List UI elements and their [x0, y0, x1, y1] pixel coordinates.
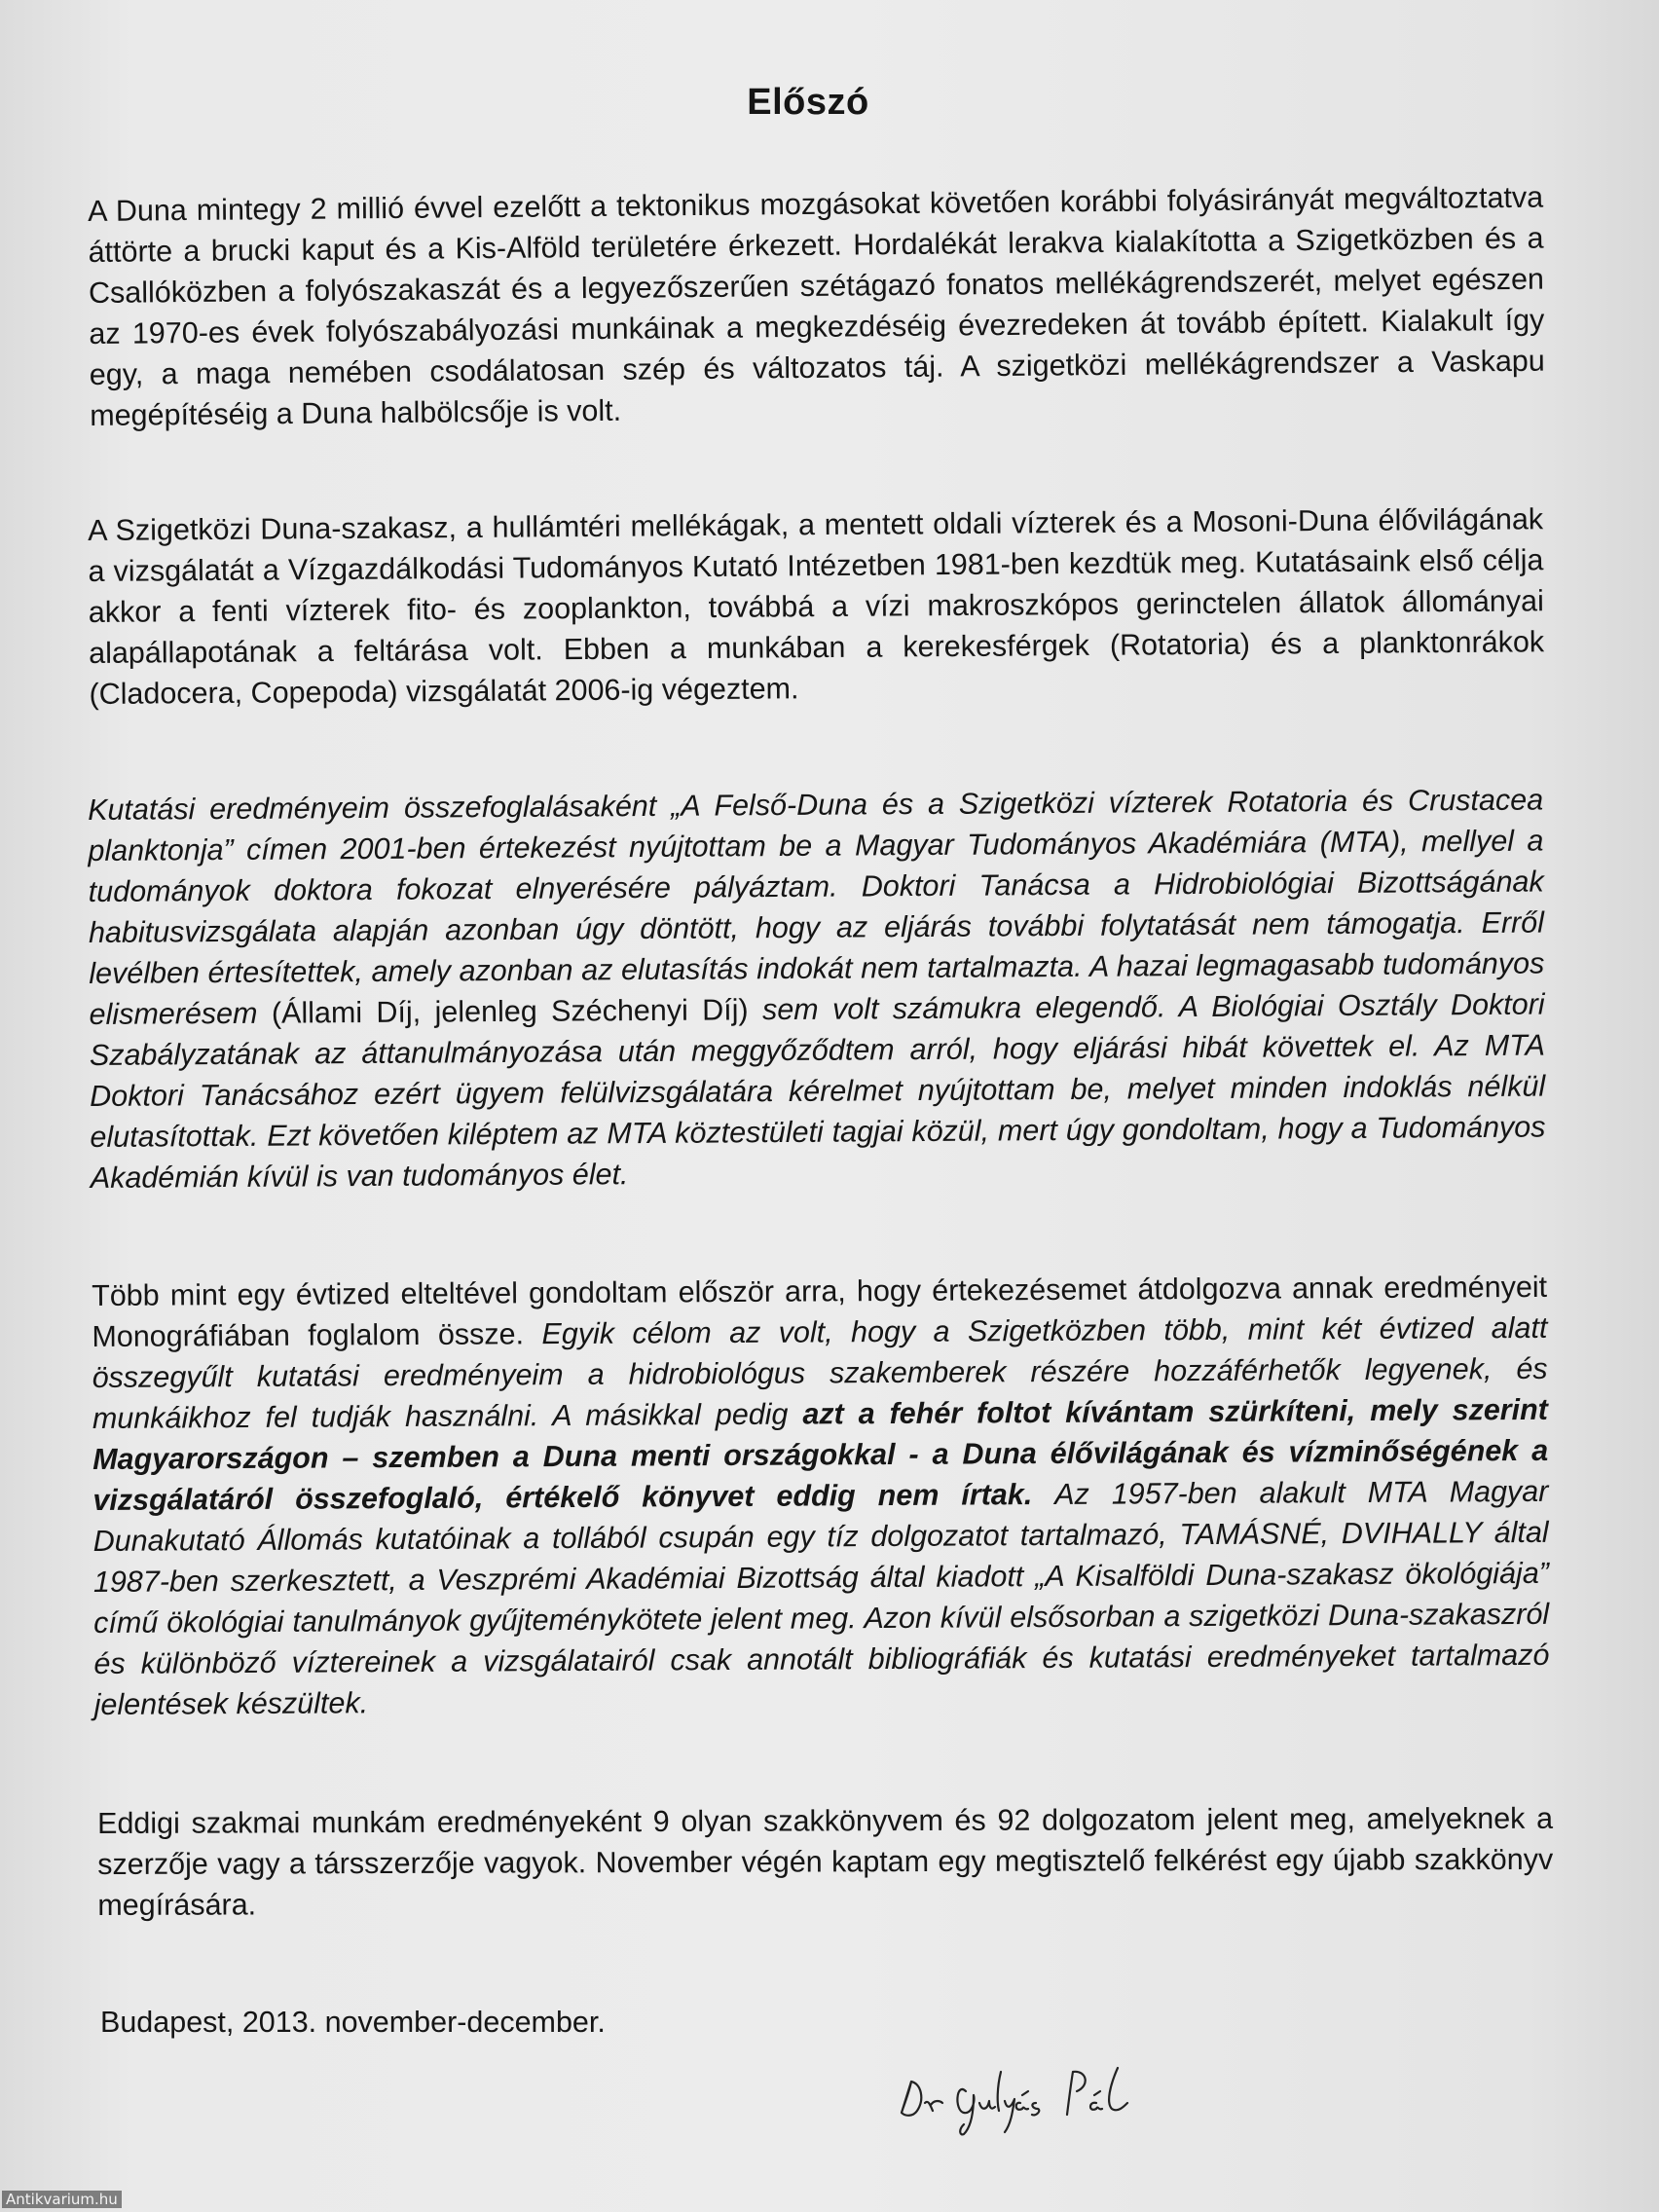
paragraph-5: Eddigi szakmai munkám eredményeként 9 olyan szakkönyvem és 92 dolgozatom jelent meg, amelyeknek a szerzője vagy a társszerzője vagyok. November végén kaptam egy megtisztelő felkérést egy újabb szakkönyv megírására. [97, 1801, 1554, 1922]
paragraph-4 [92, 1267, 1550, 1725]
page-title: Előszó [747, 82, 869, 123]
watermark: Antikvarium.hu [2, 2191, 122, 2208]
paragraph-4-emphasis: azt a fehér foltot kívántam szürkíteni, mely szerint Magyarországon – szemben a Duna menti országokkal - a Duna élővilágának és vízminőségének a vizsgálatáról összefoglaló, értékelő könyvet eddig nem írtak. [92, 1392, 1549, 1517]
paragraph-3-award: (Állami Díj, jelenleg Széchenyi Díj) [271, 993, 749, 1030]
handwritten-signature [896, 2052, 1149, 2140]
paragraph-3-part-a: Kutatási eredményeim összefoglalásaként „A Felső-Duna és a Szigetközi vízterek Rotatoria és Crustacea planktonja” címen 2001-ben értekezést nyújtottam be a Magyar Tudományos Akadémiára (MTA), mellyel a tudományok doktora fokozat elnyerésére pályáztam. Doktori Tanácsa a Hidrobiológiai Bizottságának habitusvizsgálata alapján azonban úgy döntött, hogy az eljárás további folytatását nem támogatja. Erről levélben értesítettek, amely azonban az elutasítás indokát nem tartalmazta. A hazai legmagasabb tudományos elismerésem [88, 783, 1545, 1031]
paragraph-3 [88, 780, 1546, 1198]
paragraph-4-part-d: Az 1957-ben alakult MTA Magyar Dunakutató Állomás kutatóinak a tollából csupán egy tíz dolgozatot tartalmazó, TAMÁSNÉ, DVIHALLY által 1987-ben szerkesztett, a Veszprémi Akadémiai Bizottság által kiadott „A Kisalföldi Duna-szakasz ökológiája” című ökológiai tanulmányok gyűjteménykötete jelent meg. Azon kívül elsősorban a szigetközi Duna-szakaszról és különböző víztereinek a vizsgálatairól csak annotált bibliográfiák és kutatási eredményeket tartalmazó jelentések készültek. [92, 1474, 1550, 1721]
paragraph-2: A Szigetközi Duna-szakasz, a hullámtéri mellékágak, a mentett oldali vízterek és a Mosoni-Duna élővilágának a vizsgálatát a Vízgazdálkodási Tudományos Kutató Intézetben 1981-ben kezdtük meg. Kutatásaink első célja akkor a fenti vízterek fito- és zooplankton, továbbá a vízi makroszkópos gerinctelen állatok állományai alapállapotának a feltárása volt. Ebben a munkában a kerekesférgek (Rotatoria) és a planktonrákok (Cladocera, Copepoda) vizsgálatát 2006-ig végeztem. [88, 502, 1545, 711]
place-and-date: Budapest, 2013. november-december. [100, 2006, 606, 2039]
paragraph-4-part-b: Egyik célom az volt, hogy a Szigetközben több, mint két évtized alatt összegyűlt kutatási eredményeim a hidrobiológus szakemberek részére hozzáférhetők legyenek, és munkáikhoz fel tudják használni. A másikkal pedig [92, 1310, 1548, 1435]
paragraph-3-part-c: sem volt számukra elegendő. A Biológiai Osztály Doktori Szabályzatának az áttanulmányozása után meggyőződtem arról, hogy eljárási hibát követtek el. Az MTA Doktori Tanácsához ezért ügyem felülvizsgálatára kérelmet nyújtottam be, melyet minden indoklás nélkül elutasítottak. Ezt követően kiléptem az MTA köztestületi tagjai közül, mert úgy gondoltam, hogy a Tudományos Akadémián kívül is van tudományos élet. [89, 987, 1546, 1195]
paragraph-1: A Duna mintegy 2 millió évvel ezelőtt a tektonikus mozgásokat követően korábbi folyásirányát megváltoztatva áttörte a brucki kaput és a Kis-Alföld területére érkezett. Hordalékát lerakva kialakította a Szigetközben és a Csallóközben a folyószakaszát és a legyezőszerűen szétágazó fonatos mellékágrendszerét, melyet egészen az 1970-es évek folyószabályozási munkáinak a megkezdéséig évezredeken át tovább épített. Kialakult így egy, a maga nemében csodálatosan szép és változatos táj. A szigetközi mellékágrendszer a Vaskapu megépítéséig a Duna halbölcsője is volt. [88, 180, 1545, 432]
paragraph-4-part-a: Több mint egy évtized elteltével gondoltam először arra, hogy értekezésemet átdolgozva annak eredményeit Monográfiában foglalom össze. [92, 1270, 1548, 1353]
